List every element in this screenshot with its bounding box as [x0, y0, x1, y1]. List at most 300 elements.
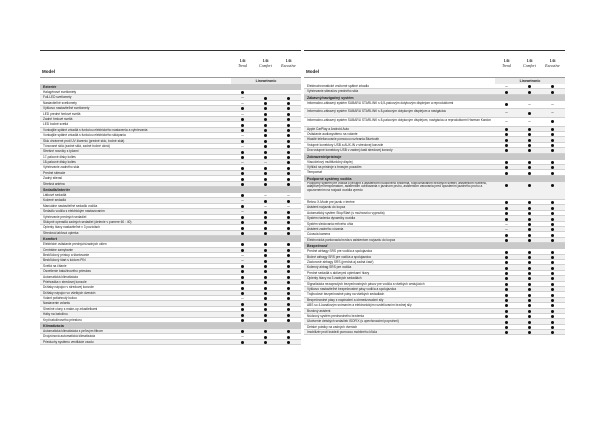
standard-dot-icon — [528, 144, 531, 147]
trim-name: Executive — [545, 63, 560, 68]
standard-dot-icon — [264, 167, 267, 170]
availability-cell — [277, 231, 300, 236]
standard-dot-icon — [528, 149, 531, 152]
table-header — [40, 50, 301, 78]
model-column-header: Model — [42, 69, 55, 74]
trim-engine: 1.6i — [549, 59, 556, 63]
standard-dot-icon — [551, 251, 554, 254]
table-row — [304, 118, 565, 127]
standard-dot-icon — [264, 113, 267, 116]
standard-dot-icon — [551, 239, 554, 242]
standard-dot-icon — [528, 310, 531, 313]
left-spec-table — [40, 50, 301, 345]
availability-cell: – — [241, 198, 244, 204]
availability-cell: – — [241, 160, 244, 166]
standard-dot-icon — [241, 265, 244, 268]
standard-dot-icon — [264, 243, 267, 246]
standard-dot-icon — [287, 172, 290, 175]
feature-label: Elektrochromatické vnútorné spätné zrkadlo — [307, 84, 370, 88]
feature-label: Tónované sklá (zadné sklá, zadné bočné okná) — [43, 143, 110, 148]
feature-label: Kolenný airbag SRS pre vodiča — [307, 265, 352, 270]
standard-dot-icon — [287, 118, 290, 121]
feature-label: ABS so 4-kanálovým snímaním a elektronickým rozdeľovaním brzdnej sily — [307, 303, 412, 308]
feature-label: 17-palcové disky kolies — [43, 154, 76, 159]
standard-dot-icon — [287, 319, 290, 322]
standard-dot-icon — [505, 283, 508, 286]
standard-dot-icon — [264, 200, 267, 203]
feature-label: Informačno-zábavný systém SUBARU STARLINK s 8-palcovým dotykovým displejom a navigáciou — [307, 109, 447, 114]
transmission-label: Lineartronic — [231, 78, 301, 84]
standard-dot-icon — [505, 207, 508, 210]
standard-dot-icon — [505, 172, 508, 175]
standard-dot-icon — [287, 216, 290, 219]
feature-label: Stredová lakťová opierka — [43, 230, 79, 235]
standard-dot-icon — [287, 292, 290, 295]
availability-cell — [277, 340, 300, 345]
availability-cell — [231, 340, 254, 345]
feature-label: Vonkajšie spätné zrkadlá s funkciou elektrického sklápania — [43, 133, 126, 138]
availability-cell: – — [528, 101, 531, 107]
standard-dot-icon — [505, 161, 508, 164]
section-heading: Bezpečnosť — [304, 243, 565, 249]
standard-dot-icon — [287, 97, 290, 100]
feature-label: Hlasité telefonovanie pomocou rozhrania Bluetooth — [307, 137, 380, 142]
standard-dot-icon — [287, 102, 290, 105]
standard-dot-icon — [241, 178, 244, 181]
standard-dot-icon — [505, 184, 508, 187]
standard-dot-icon — [528, 321, 531, 324]
feature-label: Systém sledovania mŕtveho uhla — [307, 221, 354, 226]
standard-dot-icon — [241, 341, 244, 344]
standard-dot-icon — [287, 183, 290, 186]
standard-dot-icon — [264, 227, 267, 230]
trim-column-header — [231, 59, 254, 68]
standard-dot-icon — [551, 272, 554, 275]
availability-cell — [495, 184, 518, 188]
availability-cell — [518, 238, 541, 243]
standard-dot-icon — [551, 85, 554, 88]
availability-cell — [541, 330, 564, 335]
feature-label: Cúvacia kamera — [307, 232, 331, 237]
standard-dot-icon — [528, 184, 531, 187]
trim-column-header — [518, 59, 541, 68]
standard-dot-icon — [287, 167, 290, 170]
transmission-row — [40, 78, 301, 84]
availability-cell: – — [241, 334, 244, 340]
standard-dot-icon — [264, 140, 267, 143]
standard-dot-icon — [241, 167, 244, 170]
feature-label: Ovládanie audiosystému na volante — [307, 131, 358, 136]
availability-cell: – — [528, 118, 531, 124]
standard-dot-icon — [264, 129, 267, 132]
availability-cell — [518, 89, 541, 94]
standard-dot-icon — [551, 161, 554, 164]
standard-dot-icon — [505, 326, 508, 329]
standard-dot-icon — [287, 232, 290, 235]
standard-dot-icon — [264, 297, 267, 300]
standard-dot-icon — [528, 299, 531, 302]
standard-dot-icon — [264, 118, 267, 121]
standard-dot-icon — [505, 288, 508, 291]
feature-label: Sedadlo vodiča s elektrickým nastavovaním — [43, 209, 105, 214]
table-row — [304, 89, 565, 94]
standard-dot-icon — [287, 270, 290, 273]
standard-dot-icon — [505, 128, 508, 131]
standard-dot-icon — [505, 103, 508, 106]
feature-label: Elektrické ovládanie predných/zadných okien — [43, 242, 107, 247]
standard-dot-icon — [287, 297, 290, 300]
availability-cell — [495, 103, 518, 107]
availability-cell: – — [241, 258, 244, 264]
standard-dot-icon — [505, 133, 508, 136]
standard-dot-icon — [287, 260, 290, 263]
standard-dot-icon — [264, 319, 267, 322]
feature-label: 18-palcové disky kolies — [43, 160, 76, 165]
standard-dot-icon — [551, 207, 554, 210]
standard-dot-icon — [528, 261, 531, 264]
standard-dot-icon — [287, 129, 290, 132]
table-row — [304, 170, 565, 175]
feature-label: Systém riadenia dynamiky vozidla — [307, 216, 356, 221]
standard-dot-icon — [241, 118, 244, 121]
standard-dot-icon — [528, 294, 531, 297]
standard-dot-icon — [528, 256, 531, 259]
table-row — [304, 109, 565, 118]
table-row — [304, 238, 565, 243]
standard-dot-icon — [528, 212, 531, 215]
feature-label: Osvetlenie batožinového priestoru — [43, 269, 92, 274]
table-row — [304, 182, 565, 200]
feature-label: Bezkľúčový štart s kódom PIN — [43, 258, 86, 263]
standard-dot-icon — [551, 277, 554, 280]
feature-label: Nastavenie volantu — [43, 301, 71, 306]
standard-dot-icon — [264, 102, 267, 105]
table-header — [304, 50, 565, 78]
standard-dot-icon — [528, 277, 531, 280]
standard-dot-icon — [551, 234, 554, 237]
feature-label: Vyhrievanie zadného skla — [43, 165, 80, 170]
standard-dot-icon — [528, 283, 531, 286]
standard-dot-icon — [241, 330, 244, 333]
standard-dot-icon — [551, 283, 554, 286]
availability-cell — [541, 148, 564, 153]
standard-dot-icon — [551, 128, 554, 131]
feature-label: Predné sedadlá s aktívnymi opierkami hlavy — [307, 270, 370, 275]
availability-cell — [518, 148, 541, 153]
availability-cell: – — [505, 221, 508, 227]
standard-dot-icon — [264, 145, 267, 148]
feature-label: Automatická klimatizácia — [43, 274, 78, 279]
standard-dot-icon — [264, 221, 267, 224]
feature-label: Podporný systém pre vodiča EyeSight s asistentom núdzového brzdenia, rozpoznávaním brzdných svetiel, asistentom rozbehu, adaptívnym tempomatom, asistentom udržiavania v jazdnom pruhu, asistentom varovania pred opustením jazdného pruhu a upozornením na rozjazd vozidla vpredu — [307, 181, 488, 192]
standard-dot-icon — [505, 239, 508, 242]
feature-label: Predné airbagy SRS pre vodiča a spolujazdca — [307, 249, 373, 254]
feature-label: Núdzový systém prednostného brzdenia — [307, 313, 364, 318]
standard-dot-icon — [264, 314, 267, 317]
table-row — [40, 182, 301, 187]
availability-cell: – — [264, 203, 267, 209]
availability-cell: – — [241, 252, 244, 258]
standard-dot-icon — [505, 251, 508, 254]
standard-dot-icon — [264, 287, 267, 290]
standard-dot-icon — [241, 183, 244, 186]
standard-dot-icon — [241, 243, 244, 246]
standard-dot-icon — [551, 288, 554, 291]
feature-label: Opierky hlavy nastaviteľné v 3 pozíciách — [43, 225, 100, 230]
standard-dot-icon — [287, 151, 290, 154]
standard-dot-icon — [287, 308, 290, 311]
standard-dot-icon — [551, 172, 554, 175]
standard-dot-icon — [287, 276, 290, 279]
standard-dot-icon — [287, 156, 290, 159]
standard-dot-icon — [264, 249, 267, 252]
transmission-label: Lineartronic — [495, 78, 565, 84]
feature-label: Elektronická parkovacia brzda s asistentom rozjazdu do kopca — [307, 237, 396, 242]
feature-label: Asistent zadného cúvania — [307, 227, 344, 232]
trim-name: Trend — [238, 63, 247, 68]
availability-cell — [231, 231, 254, 236]
standard-dot-icon — [241, 276, 244, 279]
standard-dot-icon — [505, 201, 508, 204]
standard-dot-icon — [287, 336, 290, 339]
availability-cell: – — [287, 203, 290, 209]
standard-dot-icon — [528, 128, 531, 131]
standard-dot-icon — [287, 113, 290, 116]
standard-dot-icon — [528, 331, 531, 334]
trim-column-header — [495, 59, 518, 68]
standard-dot-icon — [264, 107, 267, 110]
trim-column-header — [277, 59, 300, 68]
availability-cell — [495, 89, 518, 94]
standard-dot-icon — [241, 303, 244, 306]
trim-name: Trend — [502, 63, 511, 68]
feature-label: Apple CarPlay a Android Auto — [307, 126, 349, 131]
standard-dot-icon — [264, 178, 267, 181]
standard-dot-icon — [551, 184, 554, 187]
standard-dot-icon — [287, 200, 290, 203]
standard-dot-icon — [241, 194, 244, 197]
standard-dot-icon — [528, 304, 531, 307]
standard-dot-icon — [528, 315, 531, 318]
standard-dot-icon — [505, 144, 508, 147]
availability-cell: – — [241, 209, 244, 215]
feature-label: Slnečné clony s make-up zrkadielkami — [43, 306, 98, 311]
feature-label: Dva vstupné konektory USB v zadnej časti stredovej konzoly — [307, 148, 393, 153]
standard-dot-icon — [528, 228, 531, 231]
availability-cell: – — [241, 133, 244, 139]
availability-cell — [254, 318, 277, 323]
standard-dot-icon — [241, 227, 244, 230]
availability-cell — [495, 148, 518, 153]
feature-label: Kryt batožinového priestoru — [43, 317, 82, 322]
standard-dot-icon — [551, 261, 554, 264]
standard-dot-icon — [264, 303, 267, 306]
standard-dot-icon — [287, 134, 290, 137]
availability-cell — [541, 120, 564, 124]
section-heading: Exteriér — [40, 84, 301, 90]
standard-dot-icon — [505, 321, 508, 324]
feature-label: Informačno-zábavný systém SUBARU STARLINK s 8-palcovým dotykovým displejom, navigáciou a reproduktormi Harman Kardon — [307, 117, 492, 122]
standard-dot-icon — [551, 299, 554, 302]
standard-dot-icon — [528, 234, 531, 237]
standard-dot-icon — [287, 227, 290, 230]
standard-dot-icon — [264, 211, 267, 214]
standard-dot-icon — [241, 124, 244, 127]
feature-label: Sklo chránené proti UV žiareniu (predné sklo, bočné sklá) — [43, 138, 125, 143]
standard-dot-icon — [528, 218, 531, 221]
standard-dot-icon — [551, 149, 554, 152]
standard-dot-icon — [551, 310, 554, 313]
standard-dot-icon — [505, 91, 508, 94]
standard-dot-icon — [264, 276, 267, 279]
trim-engine: 1.6i — [503, 59, 510, 63]
standard-dot-icon — [551, 201, 554, 204]
feature-label: Automatický systém Stop/Start (s možnosťou vypnutia) — [307, 210, 385, 215]
standard-dot-icon — [528, 201, 531, 204]
availability-cell — [541, 238, 564, 243]
standard-dot-icon — [241, 140, 244, 143]
table-row — [40, 318, 301, 323]
standard-dot-icon — [528, 166, 531, 169]
standard-dot-icon — [264, 265, 267, 268]
standard-dot-icon — [241, 281, 244, 284]
feature-label: Detské poistky na zadných dverách — [307, 324, 358, 329]
standard-dot-icon — [264, 124, 267, 127]
feature-label: Signalizácia nezapnutých bezpečnostných pásov pre vodiča a všetkých cestujúcich — [307, 281, 425, 286]
standard-dot-icon — [287, 161, 290, 164]
standard-dot-icon — [528, 112, 531, 115]
feature-label: LED predné hmlové svetlá — [43, 111, 81, 116]
feature-label: Bezkľúčový prístup a štartovanie — [43, 252, 90, 257]
standard-dot-icon — [241, 221, 244, 224]
standard-dot-icon — [241, 249, 244, 252]
standard-dot-icon — [287, 145, 290, 148]
availability-cell — [518, 111, 541, 115]
section-heading: Klimatizácia — [40, 323, 301, 329]
section-heading: Podporné systémy vodiča — [304, 176, 565, 182]
standard-dot-icon — [241, 129, 244, 132]
feature-label: Volant potiahnutý kožou — [43, 296, 77, 301]
standard-dot-icon — [505, 212, 508, 215]
standard-dot-icon — [551, 315, 554, 318]
availability-cell: – — [505, 110, 508, 116]
feature-label: Výškovo nastaviteľné svetlomety — [43, 106, 90, 111]
feature-label: Zadný stierač — [43, 176, 63, 181]
availability-cell — [231, 318, 254, 323]
standard-dot-icon — [551, 139, 554, 142]
standard-dot-icon — [551, 294, 554, 297]
standard-dot-icon — [528, 288, 531, 291]
availability-cell — [541, 170, 564, 175]
availability-cell — [518, 330, 541, 335]
standard-dot-icon — [287, 330, 290, 333]
feature-label: Full-LED svetlomety — [43, 95, 72, 100]
standard-dot-icon — [264, 270, 267, 273]
availability-cell — [541, 184, 564, 188]
standard-dot-icon — [505, 315, 508, 318]
feature-label: Záclonové airbagy SRS (predná aj zadná časť) — [307, 259, 374, 264]
section-heading: Sedadlá/interiér — [40, 187, 301, 193]
standard-dot-icon — [287, 265, 290, 268]
standard-dot-icon — [264, 151, 267, 154]
standard-dot-icon — [528, 139, 531, 142]
standard-dot-icon — [264, 330, 267, 333]
standard-dot-icon — [241, 270, 244, 273]
availability-cell: – — [551, 101, 554, 107]
standard-dot-icon — [287, 303, 290, 306]
standard-dot-icon — [551, 326, 554, 329]
standard-dot-icon — [551, 144, 554, 147]
availability-cell — [254, 340, 277, 345]
standard-dot-icon — [528, 172, 531, 175]
standard-dot-icon — [505, 234, 508, 237]
standard-dot-icon — [528, 91, 531, 94]
standard-dot-icon — [241, 308, 244, 311]
standard-dot-icon — [264, 97, 267, 100]
standard-dot-icon — [287, 178, 290, 181]
feature-label: Predné stierače — [43, 170, 66, 175]
model-column-header: Model — [306, 69, 319, 74]
standard-dot-icon — [264, 134, 267, 137]
feature-label: Bočné airbagy SRS pre vodiča a spolujazdca — [307, 254, 371, 259]
availability-cell — [495, 238, 518, 243]
standard-dot-icon — [505, 166, 508, 169]
standard-dot-icon — [505, 261, 508, 264]
standard-dot-icon — [528, 239, 531, 242]
standard-dot-icon — [287, 107, 290, 110]
standard-dot-icon — [551, 166, 554, 169]
standard-dot-icon — [241, 156, 244, 159]
standard-dot-icon — [241, 172, 244, 175]
feature-label: Priehradka v stredovej konzole — [43, 279, 87, 284]
standard-dot-icon — [551, 212, 554, 215]
availability-cell: – — [241, 143, 244, 149]
trim-name: Comfort — [259, 63, 272, 68]
availability-cell: – — [264, 160, 267, 166]
trim-engine: 1.6i — [239, 59, 246, 63]
standard-dot-icon — [528, 207, 531, 210]
standard-dot-icon — [264, 308, 267, 311]
standard-dot-icon — [551, 218, 554, 221]
standard-dot-icon — [551, 120, 554, 123]
standard-dot-icon — [505, 304, 508, 307]
availability-cell — [495, 170, 518, 175]
standard-dot-icon — [264, 292, 267, 295]
feature-label: Strešná anténa — [43, 181, 65, 186]
feature-label: Držiaky nápojov v stredovej konzole — [43, 285, 94, 290]
feature-label: Tempomat — [307, 170, 322, 175]
feature-label: Nastaviteľné svetlomety — [43, 100, 77, 105]
right-spec-table — [304, 50, 565, 335]
feature-label: Trojbodové bezpečnostné pásy na všetkých sedadlách — [307, 292, 385, 297]
standard-dot-icon — [264, 254, 267, 257]
standard-dot-icon — [264, 216, 267, 219]
standard-dot-icon — [528, 326, 531, 329]
standard-dot-icon — [528, 272, 531, 275]
feature-label: Vonkajšie spätné zrkadlá s funkciou elektrického nastavenia a vyhrievania — [43, 127, 148, 132]
standard-dot-icon — [551, 223, 554, 226]
trim-name: Executive — [281, 63, 296, 68]
standard-dot-icon — [551, 256, 554, 259]
availability-cell — [231, 182, 254, 187]
feature-label: Brzdový asistent — [307, 308, 331, 313]
standard-dot-icon — [528, 133, 531, 136]
standard-dot-icon — [551, 331, 554, 334]
trim-name: Comfort — [523, 63, 536, 68]
standard-dot-icon — [551, 91, 554, 94]
feature-label: Háky na batožinu — [43, 312, 68, 317]
feature-label: Viacúčelový multifunkčný displej — [307, 159, 353, 164]
